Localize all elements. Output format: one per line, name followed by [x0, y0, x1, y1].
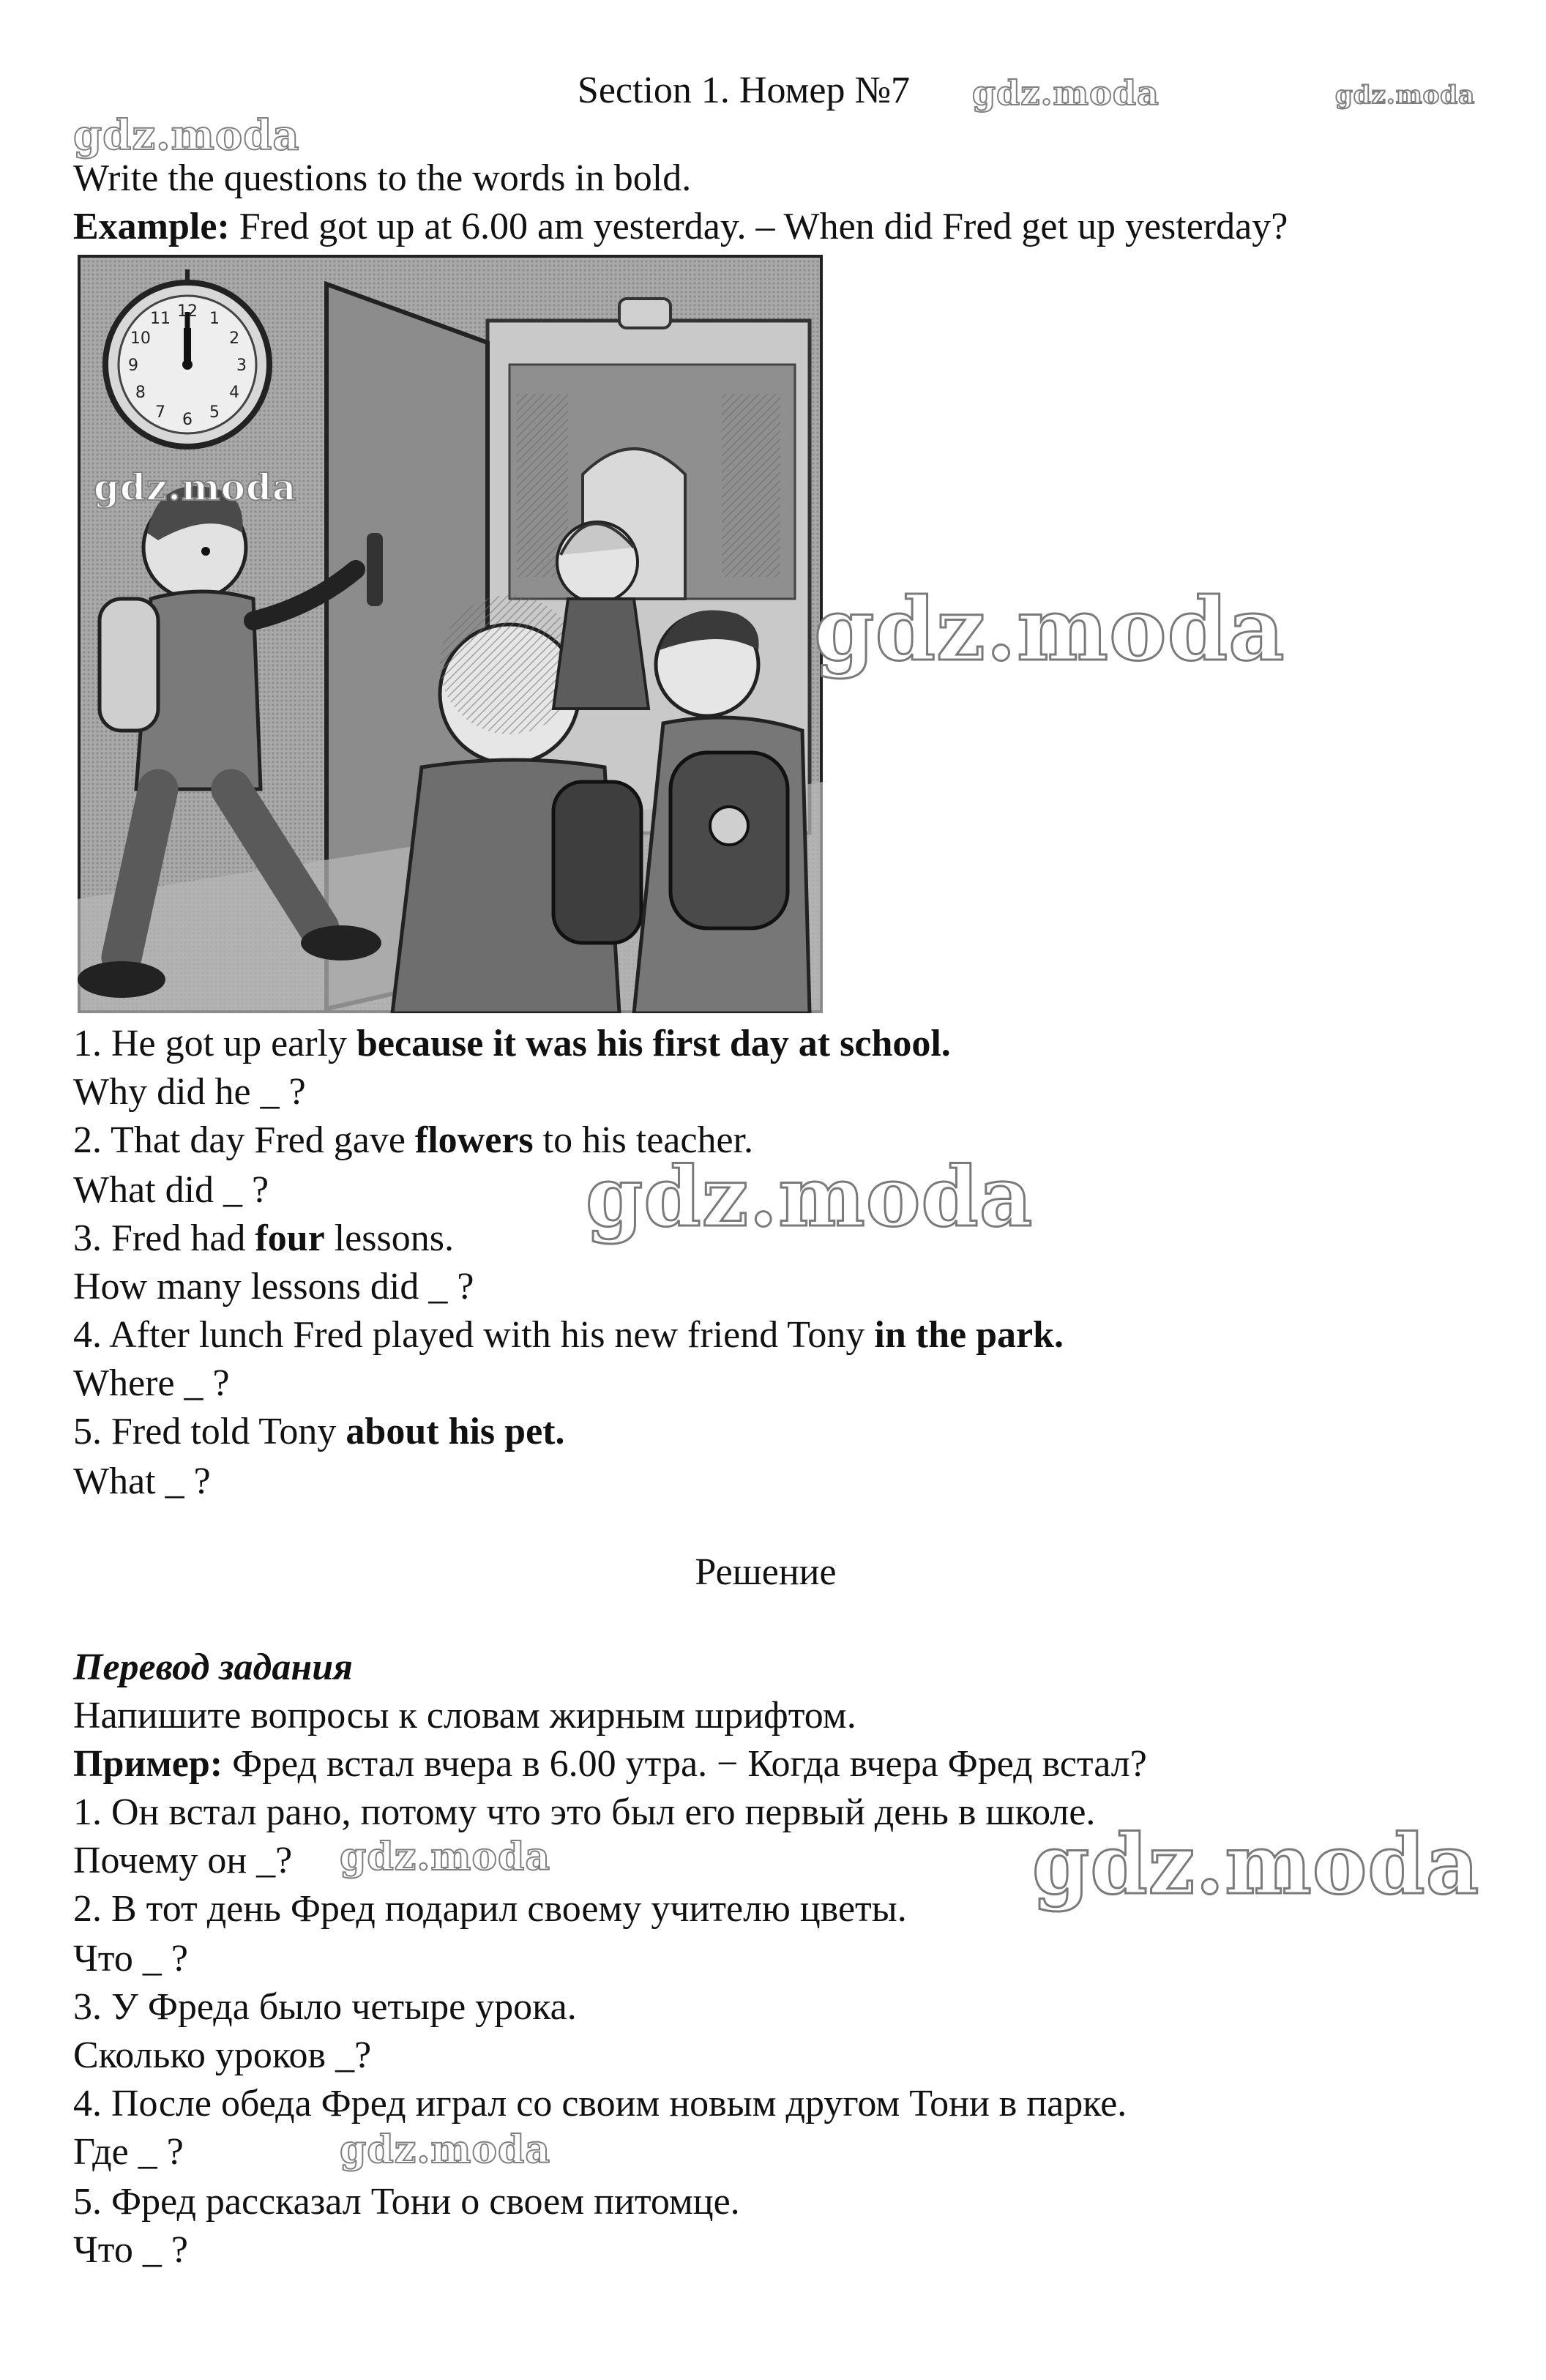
- clock-number: 9: [128, 357, 138, 375]
- watermark: gdz.moda: [73, 111, 300, 160]
- clock-number: 7: [155, 403, 165, 422]
- translation-example: [73, 1741, 1147, 1788]
- watermark: gdz.moda: [340, 1835, 551, 1879]
- translation-heading: [73, 1644, 353, 1691]
- clock-number: 10: [130, 329, 151, 348]
- watermark: gdz.moda: [1335, 81, 1476, 110]
- item-bold-text: four: [255, 1217, 325, 1259]
- item-bold-text: in the park.: [874, 1314, 1064, 1356]
- item-text: 3. Fred had: [73, 1217, 255, 1259]
- item-text: 2. That day Fred gave: [73, 1119, 415, 1161]
- task-question-3: How many lessons did _ ?: [73, 1266, 474, 1307]
- item-bold-text: flowers: [414, 1119, 534, 1161]
- task-item-2: [73, 1117, 753, 1164]
- task-question-4: Where _ ?: [73, 1362, 230, 1404]
- example-label: Пример:: [73, 1743, 223, 1785]
- task-question-5: What _ ?: [73, 1461, 211, 1502]
- translation-line: 2. В тот день Фред подарил своему учителю цветы.: [73, 1888, 907, 1930]
- watermark: gdz.moda: [94, 466, 297, 509]
- translation-heading-text: Перевод задания: [73, 1646, 353, 1688]
- clock-number: 6: [182, 411, 193, 429]
- clock-number: 11: [150, 309, 171, 328]
- item-text: lessons.: [324, 1217, 454, 1259]
- watermark: gdz.moda: [972, 73, 1160, 113]
- translation-line: Сколько уроков _?: [73, 2034, 372, 2076]
- translation-instruction: Напишите вопросы к словам жирным шрифтом.: [73, 1695, 856, 1736]
- clock-number: 2: [229, 329, 240, 348]
- example-text: Фред встал вчера в 6.00 утра. − Когда вчера Фред встал?: [223, 1743, 1147, 1785]
- task-question-2: What did _ ?: [73, 1169, 269, 1211]
- translation-line: Почему он _?: [73, 1840, 293, 1881]
- item-text: 1. He got up early: [73, 1023, 357, 1064]
- task-item-3: [73, 1215, 454, 1262]
- translation-line: 3. У Фреда было четыре урока.: [73, 1986, 577, 2028]
- item-text: 5. Fred told Tony: [73, 1411, 346, 1452]
- task-item-1: [73, 1021, 951, 1067]
- translation-line: Где _ ?: [73, 2131, 184, 2173]
- item-bold-text: about his pet.: [346, 1411, 565, 1452]
- watermark: gdz.moda: [340, 2127, 551, 2172]
- task-item-5: [73, 1409, 564, 1455]
- solution-heading: Решение: [695, 1551, 837, 1593]
- clock-number: 3: [236, 357, 247, 375]
- task-instruction: Write the questions to the words in bold.: [73, 157, 692, 199]
- item-text: to his teacher.: [533, 1119, 753, 1161]
- girl: [553, 522, 649, 709]
- example-label: Example:: [73, 206, 230, 247]
- translation-line: 5. Фред рассказал Тони о своем питомце.: [73, 2181, 740, 2223]
- item-bold-text: because it was his first day at school.: [356, 1023, 951, 1064]
- watermark: gdz.moda: [1032, 1817, 1480, 1913]
- task-example: [73, 204, 1288, 250]
- section-title: [0, 67, 1517, 114]
- item-text: 4. After lunch Fred played with his new friend Tony: [73, 1314, 875, 1356]
- clock-number: 4: [229, 384, 240, 402]
- translation-line: Что _ ?: [73, 2229, 188, 2271]
- example-text: Fred got up at 6.00 am yesterday. – When did Fred get up yesterday?: [229, 206, 1288, 247]
- clock-number: 1: [209, 309, 220, 328]
- school-illustration: [78, 255, 823, 1013]
- clock-number: 12: [177, 302, 198, 321]
- task-item-4: [73, 1312, 1064, 1359]
- watermark: gdz.moda: [586, 1149, 1034, 1245]
- watermark: gdz.moda: [814, 578, 1285, 680]
- translation-line: 1. Он встал рано, потому что это был его первый день в школе.: [73, 1791, 1096, 1833]
- clock-number: 5: [209, 403, 220, 422]
- task-question-1: Why did he _ ?: [73, 1071, 306, 1113]
- translation-line: Что _ ?: [73, 1938, 188, 1980]
- translation-line: 4. После обеда Фред играл со своим новым другом Тони в парке.: [73, 2083, 1127, 2125]
- section-title-text: Section 1. Номер №7: [577, 70, 911, 111]
- clock-number: 8: [135, 384, 146, 402]
